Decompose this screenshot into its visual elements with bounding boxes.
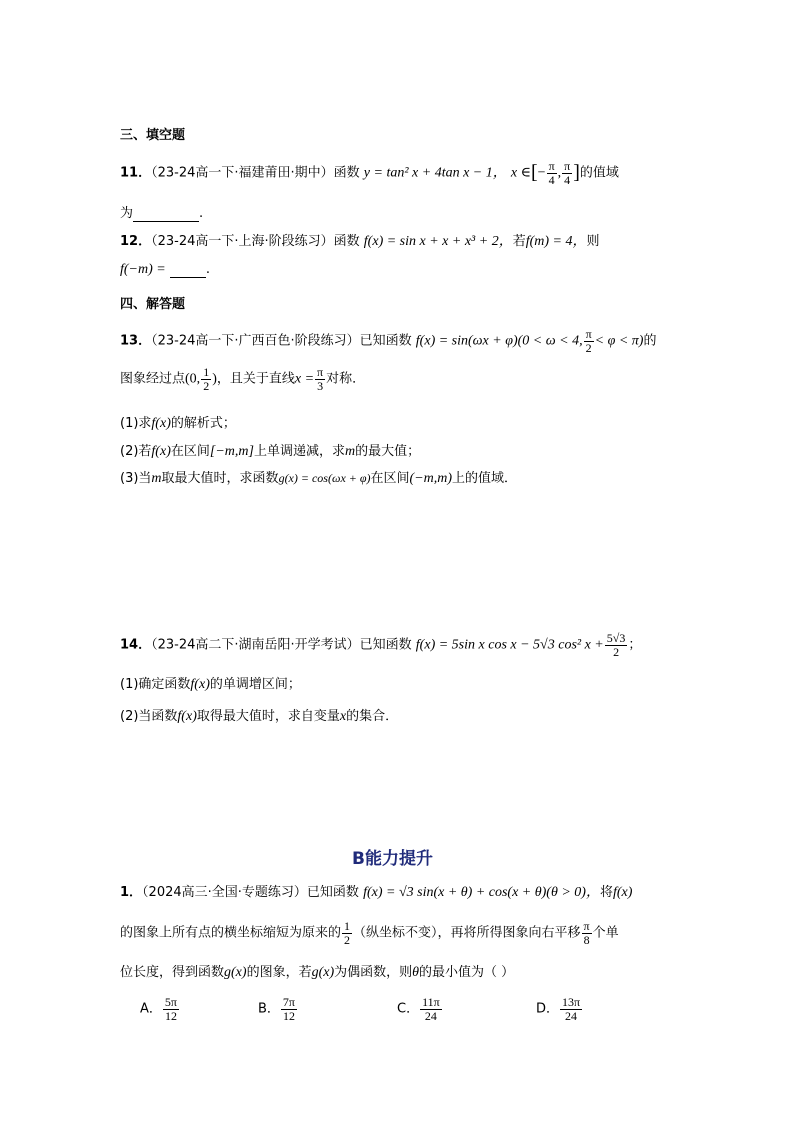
question-source: （23-24高一下·广西百色·阶段练习）	[151, 333, 360, 349]
text: 图象经过点	[120, 371, 186, 387]
text: 的集合．	[346, 709, 399, 724]
question-14	[120, 632, 641, 658]
answer-blank[interactable]	[133, 206, 199, 222]
formula: x	[339, 709, 347, 724]
formula: y = tan² x + 4tan x − 1，	[363, 165, 507, 181]
fraction-pi-over-4: $\frac{\pi}{4}$	[548, 159, 555, 187]
formula: f(x)	[190, 677, 210, 692]
text: 在区间	[170, 444, 210, 459]
text: 上单调递减，求	[253, 444, 345, 459]
section-heading-answer: 四、解答题	[120, 297, 186, 312]
question-text: 已知函数	[306, 885, 359, 900]
formula: f(x) = sin(ωx + φ)(0 < ω < 4,	[415, 333, 583, 349]
question-12-line2	[120, 262, 210, 278]
question-number: 12．	[120, 234, 152, 249]
option-label: A．	[140, 1001, 162, 1017]
formula: f(x)	[151, 444, 171, 459]
formula: m	[344, 444, 356, 459]
question-text: 已知函数	[359, 637, 412, 653]
text: 若	[512, 234, 526, 249]
question-b1	[120, 881, 632, 901]
question-13-part-1	[120, 412, 236, 432]
option-label: C．	[397, 1001, 420, 1017]
formula: g(x)	[311, 965, 335, 980]
minus-sign: −	[537, 165, 546, 181]
option-value: $\frac{13\pi}{24}$	[562, 995, 581, 1023]
text: 的图象，若	[246, 965, 312, 980]
text: .	[199, 206, 204, 221]
text: 取得最大值时，求自变量	[196, 709, 340, 724]
question-text: 函数	[333, 234, 360, 249]
bracket-right: ]	[573, 161, 580, 184]
formula: f(x) = sin x + x + x³ + 2，	[363, 234, 513, 249]
text: (1)求	[120, 416, 152, 431]
text: （纵坐标不变），再将所得图象向右平移	[353, 925, 581, 941]
formula: f(x) = 5sin x cos x − 5√3 cos² x +	[415, 637, 604, 653]
formula: m	[151, 471, 162, 486]
condition-formula: f(m) = 4，	[525, 234, 587, 249]
text: (3)当	[120, 471, 152, 486]
formula: f(x)	[612, 885, 633, 900]
question-source: （23-24高一下·上海·阶段练习）	[151, 234, 334, 249]
option-value: $\frac{7\pi}{12}$	[282, 995, 295, 1023]
option-b[interactable]	[258, 996, 298, 1022]
formula: f(x)	[151, 416, 171, 431]
question-11-line2	[120, 202, 203, 222]
option-d[interactable]	[536, 996, 583, 1022]
option-a[interactable]	[140, 996, 180, 1022]
bracket-left: [	[530, 161, 538, 184]
text: 对称．	[326, 371, 366, 387]
fraction-one-half: $\frac{1}{2}$	[344, 919, 351, 947]
question-14-part-2	[120, 705, 398, 725]
formula: θ	[412, 965, 420, 980]
section-title-b: B能力提升	[352, 849, 433, 869]
question-14-part-1	[120, 673, 301, 693]
formula: [−m,m]	[209, 444, 254, 459]
option-label: B．	[258, 1001, 280, 1017]
question-source: （23-24高一下·福建莆田·期中）	[151, 165, 334, 181]
text: (2)当函数	[120, 709, 178, 724]
fraction-pi-over-4: $\frac{\pi}{4}$	[564, 159, 571, 187]
formula: f(−m) =	[120, 262, 166, 277]
question-13-part-3	[120, 467, 517, 487]
point-close: )	[212, 371, 217, 387]
option-value: $\frac{5\pi}{12}$	[164, 995, 177, 1023]
question-number: 1．	[120, 885, 143, 900]
question-number: 13．	[120, 333, 152, 349]
fraction-pi-over-2: $\frac{\pi}{2}$	[585, 327, 592, 355]
formula: f(x)	[177, 709, 197, 724]
formula: x =	[294, 371, 315, 387]
question-13-part-2	[120, 440, 420, 460]
question-tail: 的	[643, 333, 657, 349]
question-tail: ；	[628, 637, 642, 653]
domain-formula: x ∈	[510, 165, 531, 181]
question-text: 函数	[333, 165, 360, 181]
question-b1-line3	[120, 961, 514, 981]
text: 为	[120, 206, 134, 221]
text: 的解析式；	[170, 416, 236, 431]
option-label: D．	[536, 1001, 560, 1017]
question-source: （23-24高二下·湖南岳阳·开学考试）	[151, 637, 360, 653]
text: 的最小值为（ ）	[419, 965, 515, 980]
text: 取最大值时，求函数	[161, 471, 279, 486]
answer-blank[interactable]	[170, 262, 206, 278]
formula: f(x) = √3 sin(x + θ) + cos(x + θ)(θ > 0)，	[363, 885, 600, 900]
section-heading-fill: 三、填空题	[120, 128, 186, 143]
question-13-line2	[120, 366, 365, 392]
question-tail: 的值域	[579, 165, 619, 181]
text: 的图象上所有点的横坐标缩短为原来的	[120, 925, 342, 941]
text: (1)确定函数	[120, 677, 191, 692]
question-number: 11．	[120, 165, 152, 181]
point: (0,	[185, 371, 201, 387]
fraction-5-root3-over-2: $\frac{5√3}{2}$	[606, 631, 626, 659]
formula: < φ < π)	[594, 333, 644, 349]
question-text: 已知函数	[359, 333, 412, 349]
text: 则	[586, 234, 600, 249]
fraction-pi-over-3: $\frac{\pi}{3}$	[317, 365, 324, 393]
text: 为偶函数，则	[334, 965, 413, 980]
question-source: （2024高三·全国·专题练习）	[142, 885, 307, 900]
question-number: 14．	[120, 637, 152, 653]
question-12	[120, 230, 600, 250]
text: 上的值域．	[452, 471, 518, 486]
text: 将	[599, 885, 613, 900]
fraction-pi-over-8: $\frac{\pi}{8}$	[583, 919, 590, 947]
text: ，且关于直线	[216, 371, 295, 387]
text: (2)若	[120, 444, 152, 459]
text: .	[205, 262, 210, 277]
question-11: 11．（23-24高一下·福建莆田·期中）函数 y = tan² x + 4tan x − 1， x ∈[− $\frac{\pi}{4}$ , $\frac{\pi}{4}$ ]的值域	[120, 159, 619, 187]
text: 位长度，得到函数	[120, 965, 225, 980]
formula: g(x)	[224, 965, 247, 980]
option-value: $\frac{11\pi}{24}$	[422, 995, 440, 1023]
text: 个单	[592, 925, 619, 941]
option-c[interactable]	[397, 996, 443, 1022]
question-b1-line2	[120, 920, 619, 946]
formula: (−m,m)	[409, 471, 453, 486]
fraction-one-half: $\frac{1}{2}$	[203, 365, 210, 393]
text: 的最大值；	[355, 444, 421, 459]
text: 在区间	[370, 471, 410, 486]
formula: g(x) = cos(ωx + φ)	[278, 471, 371, 485]
text: 的单调增区间；	[209, 677, 301, 692]
question-13	[120, 328, 656, 354]
